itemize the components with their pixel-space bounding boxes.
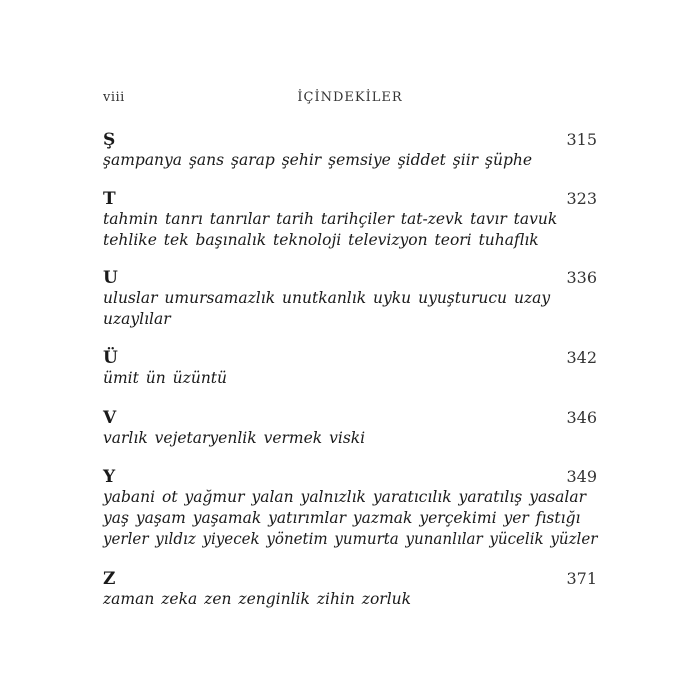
section-entries <box>103 209 597 251</box>
entry-line: tahmin tanrı tanrılar tarih tarihçiler tat-zevk tavır tavuk <box>103 210 558 228</box>
section-page-number: 336 <box>566 268 597 287</box>
section-letter: Y <box>103 467 116 487</box>
section-page-number: 371 <box>566 569 597 588</box>
section-entries <box>103 368 597 389</box>
section-page-number: 315 <box>566 130 597 149</box>
section-entries <box>103 150 597 171</box>
section-letter: T <box>103 189 116 209</box>
entry-line: şampanya şans şarap şehir şemsiye şiddet şiir şüphe <box>103 151 533 169</box>
entry-line: yabani ot yağmur yalan yalnızlık yaratıcılık yaratılış yasalar <box>103 488 586 506</box>
entry-line: zaman zeka zen zenginlik zihin zorluk <box>103 590 412 608</box>
section-entries <box>103 288 597 330</box>
header-page-number: viii <box>103 90 125 105</box>
section-page-number: 323 <box>566 189 597 208</box>
section-page-number: 349 <box>566 467 597 486</box>
entry-line: uluslar umursamazlık unutkanlık uyku uyuşturucu uzay <box>103 289 551 307</box>
section-letter: Ü <box>103 348 118 368</box>
section-entries <box>103 487 597 550</box>
section-page-number: 346 <box>566 408 597 427</box>
entry-line: ümit ün üzüntü <box>103 369 228 387</box>
section-letter: V <box>103 408 117 428</box>
section-entries <box>103 589 597 610</box>
entry-line: tehlike tek başınalık teknoloji televizyon teori tuhaflık <box>103 231 539 249</box>
entry-line: varlık vejetaryenlik vermek viski <box>103 429 366 447</box>
running-header <box>103 90 597 110</box>
section-entries <box>103 428 597 449</box>
entry-line: yerler yıldız yiyecek yönetim yumurta yunanlılar yücelik yüzler <box>103 530 598 548</box>
entry-line: uzaylılar <box>103 310 171 328</box>
section-letter: Z <box>103 569 116 589</box>
section-page-number: 342 <box>566 348 597 367</box>
section-letter: Ş <box>103 130 116 150</box>
header-title: İÇİNDEKİLER <box>297 90 403 105</box>
entry-line: yaş yaşam yaşamak yatırımlar yazmak yerçekimi yer fıstığı <box>103 509 581 527</box>
section-letter: U <box>103 268 118 288</box>
